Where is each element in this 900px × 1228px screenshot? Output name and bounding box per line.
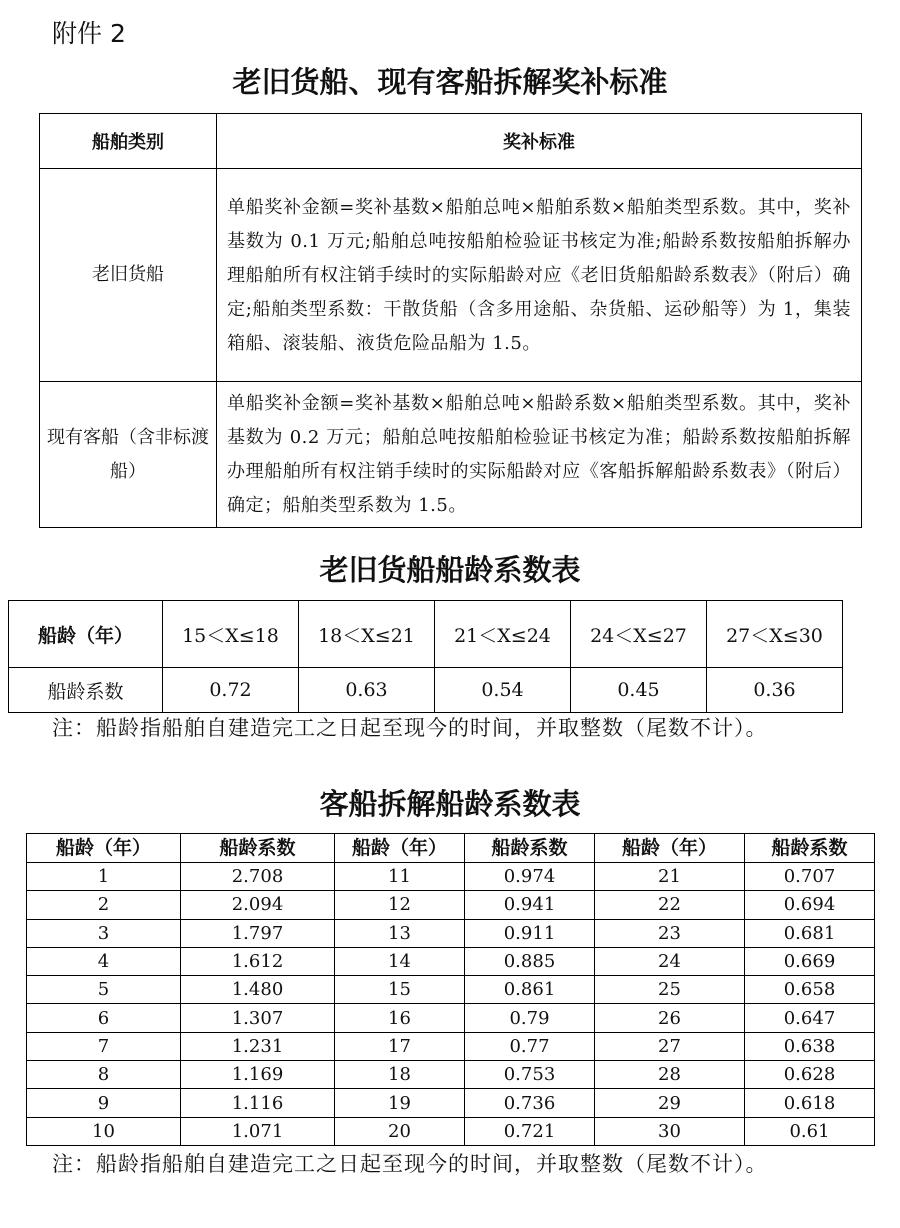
coef-cell: 0.861 bbox=[465, 976, 595, 1004]
age-range-cell: 27＜X≤30 bbox=[707, 601, 843, 668]
cargo-table-note: 注：船龄指船舶自建造完工之日起至现今的时间，并取整数（尾数不计）。 bbox=[52, 716, 768, 740]
coef-cell: 1.169 bbox=[181, 1061, 335, 1089]
age-cell: 27 bbox=[595, 1032, 745, 1060]
age-cell: 6 bbox=[27, 1004, 181, 1032]
coef-cell: 0.77 bbox=[465, 1032, 595, 1060]
coef-cell: 1.116 bbox=[181, 1089, 335, 1117]
age-range-cell: 24＜X≤27 bbox=[571, 601, 707, 668]
passenger-table-title: 客船拆解船龄系数表 bbox=[319, 787, 581, 821]
age-cell: 17 bbox=[335, 1032, 465, 1060]
column-header: 船龄系数 bbox=[465, 834, 595, 863]
standard-text-cell: 单船奖补金额=奖补基数×船舶总吨×船龄系数×船舶类型系数。其中，奖补基数为 0.2 万元；船舶总吨按船舶检验证书核定为准；船龄系数按船舶拆解办理船舶所有权注销手续时的实际船龄对应《客船拆解船龄系数表》（附后）确定；船舶类型系数为 1.5。 bbox=[217, 382, 862, 528]
table-row bbox=[27, 1061, 875, 1089]
age-cell: 3 bbox=[27, 919, 181, 947]
main-title: 老旧货船、现有客船拆解奖补标准 bbox=[232, 65, 668, 99]
coef-cell: 1.231 bbox=[181, 1032, 335, 1060]
age-cell: 10 bbox=[27, 1117, 181, 1145]
table-row bbox=[27, 1117, 875, 1145]
age-cell: 4 bbox=[27, 947, 181, 975]
coef-cell: 1.797 bbox=[181, 919, 335, 947]
table-row bbox=[27, 919, 875, 947]
coef-cell: 0.707 bbox=[745, 863, 875, 891]
coef-cell: 0.753 bbox=[465, 1061, 595, 1089]
category-cell: 现有客船（含非标渡船） bbox=[40, 382, 217, 528]
table-row bbox=[27, 976, 875, 1004]
coef-cell: 0.647 bbox=[745, 1004, 875, 1032]
age-range-cell: 15＜X≤18 bbox=[163, 601, 299, 668]
coef-cell: 0.694 bbox=[745, 891, 875, 919]
table-header-row bbox=[40, 114, 862, 169]
table-row bbox=[27, 947, 875, 975]
age-cell: 15 bbox=[335, 976, 465, 1004]
age-cell: 11 bbox=[335, 863, 465, 891]
coef-cell: 1.307 bbox=[181, 1004, 335, 1032]
attachment-label: 附件 2 bbox=[52, 19, 126, 48]
coef-cell: 2.094 bbox=[181, 891, 335, 919]
age-cell: 12 bbox=[335, 891, 465, 919]
age-cell: 22 bbox=[595, 891, 745, 919]
coef-cell: 0.61 bbox=[745, 1117, 875, 1145]
age-cell: 21 bbox=[595, 863, 745, 891]
age-cell: 7 bbox=[27, 1032, 181, 1060]
age-range-cell: 18＜X≤21 bbox=[299, 601, 435, 668]
coef-cell: 0.36 bbox=[707, 668, 843, 713]
age-cell: 19 bbox=[335, 1089, 465, 1117]
cargo-age-coefficient-table bbox=[8, 600, 843, 713]
table-header-row bbox=[9, 601, 843, 668]
coef-cell: 0.681 bbox=[745, 919, 875, 947]
standard-text-cell: 单船奖补金额=奖补基数×船舶总吨×船舶系数×船舶类型系数。其中，奖补基数为 0.1 万元;船舶总吨按船舶检验证书核定为准;船龄系数按船舶拆解办理船舶所有权注销手续时的实际船龄对应《老旧货船船龄系数表》（附后）确定;船舶类型系数：干散货船（含多用途船、杂货船、运砂船等）为 1，集装箱船、滚装船、液货危险品船为 1.5。 bbox=[217, 169, 862, 382]
age-cell: 29 bbox=[595, 1089, 745, 1117]
table-row bbox=[27, 863, 875, 891]
coef-cell: 1.480 bbox=[181, 976, 335, 1004]
coef-cell: 0.658 bbox=[745, 976, 875, 1004]
coef-cell: 0.669 bbox=[745, 947, 875, 975]
column-header: 船龄系数 bbox=[745, 834, 875, 863]
coef-cell: 0.638 bbox=[745, 1032, 875, 1060]
table-row-passenger bbox=[40, 382, 862, 528]
coef-cell: 1.612 bbox=[181, 947, 335, 975]
age-cell: 9 bbox=[27, 1089, 181, 1117]
column-header: 船龄（年） bbox=[27, 834, 181, 863]
age-cell: 5 bbox=[27, 976, 181, 1004]
age-cell: 24 bbox=[595, 947, 745, 975]
coef-cell: 0.885 bbox=[465, 947, 595, 975]
column-header: 船龄（年） bbox=[335, 834, 465, 863]
age-cell: 26 bbox=[595, 1004, 745, 1032]
coef-cell: 0.736 bbox=[465, 1089, 595, 1117]
coef-label-cell: 船龄系数 bbox=[9, 668, 163, 713]
age-cell: 28 bbox=[595, 1061, 745, 1089]
age-cell: 1 bbox=[27, 863, 181, 891]
coef-cell: 0.618 bbox=[745, 1089, 875, 1117]
table-header-row bbox=[27, 834, 875, 863]
coef-cell: 0.628 bbox=[745, 1061, 875, 1089]
table-row bbox=[9, 668, 843, 713]
coef-cell: 0.974 bbox=[465, 863, 595, 891]
coef-cell: 0.72 bbox=[163, 668, 299, 713]
age-cell: 13 bbox=[335, 919, 465, 947]
age-cell: 18 bbox=[335, 1061, 465, 1089]
coef-cell: 0.941 bbox=[465, 891, 595, 919]
table-row bbox=[27, 1032, 875, 1060]
table-row bbox=[27, 891, 875, 919]
coef-cell: 0.721 bbox=[465, 1117, 595, 1145]
age-cell: 20 bbox=[335, 1117, 465, 1145]
category-cell: 老旧货船 bbox=[40, 169, 217, 382]
age-cell: 23 bbox=[595, 919, 745, 947]
age-cell: 25 bbox=[595, 976, 745, 1004]
age-cell: 8 bbox=[27, 1061, 181, 1089]
column-header-standard: 奖补标准 bbox=[217, 114, 862, 169]
passenger-age-coefficient-table bbox=[26, 833, 875, 1146]
coef-cell: 1.071 bbox=[181, 1117, 335, 1145]
coef-cell: 0.63 bbox=[299, 668, 435, 713]
age-cell: 16 bbox=[335, 1004, 465, 1032]
coef-cell: 2.708 bbox=[181, 863, 335, 891]
column-header: 船龄系数 bbox=[181, 834, 335, 863]
table-row-old-cargo bbox=[40, 169, 862, 382]
coef-cell: 0.79 bbox=[465, 1004, 595, 1032]
column-header-category: 船舶类别 bbox=[40, 114, 217, 169]
age-label-cell: 船龄（年） bbox=[9, 601, 163, 668]
column-header: 船龄（年） bbox=[595, 834, 745, 863]
cargo-table-title: 老旧货船船龄系数表 bbox=[319, 553, 581, 587]
subsidy-standards-table bbox=[39, 113, 862, 528]
table-row bbox=[27, 1004, 875, 1032]
passenger-table-note: 注：船龄指船舶自建造完工之日起至现今的时间，并取整数（尾数不计）。 bbox=[52, 1152, 768, 1176]
table-row bbox=[27, 1089, 875, 1117]
age-range-cell: 21＜X≤24 bbox=[435, 601, 571, 668]
age-cell: 2 bbox=[27, 891, 181, 919]
age-cell: 30 bbox=[595, 1117, 745, 1145]
coef-cell: 0.45 bbox=[571, 668, 707, 713]
age-cell: 14 bbox=[335, 947, 465, 975]
coef-cell: 0.911 bbox=[465, 919, 595, 947]
coef-cell: 0.54 bbox=[435, 668, 571, 713]
